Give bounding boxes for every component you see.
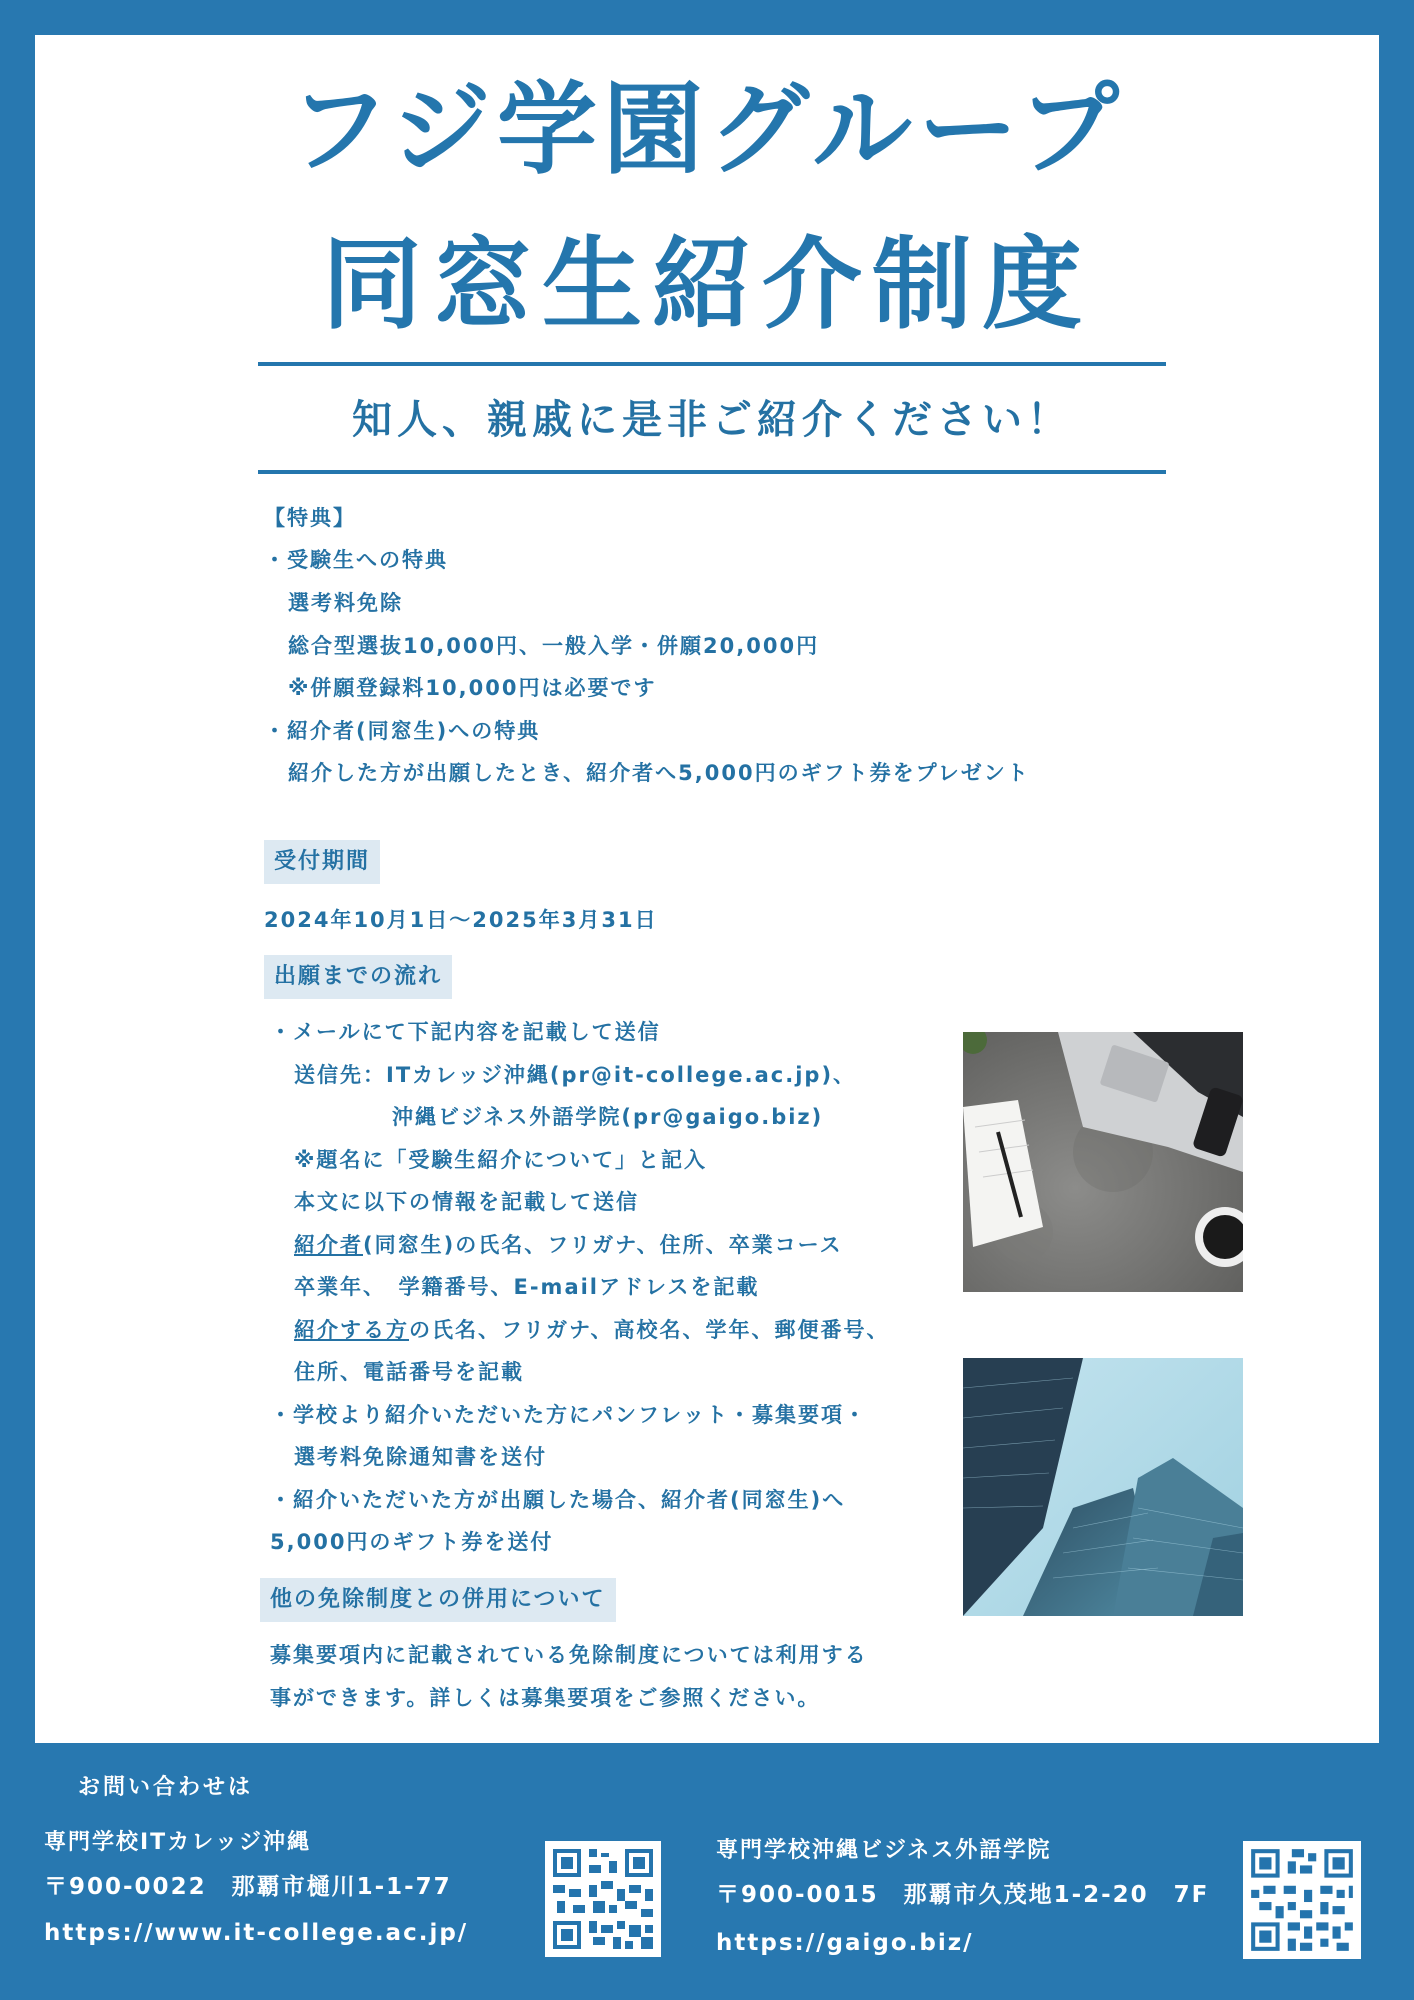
flow-subject-note: ※題名に「受験生紹介について」と記入 bbox=[294, 1148, 707, 1172]
flow-referrer-info1 bbox=[294, 1230, 843, 1260]
flow-dest2: 沖縄ビジネス外語学院(pr@gaigo.biz) bbox=[392, 1105, 824, 1129]
subtitle: 知人、親戚に是非ご紹介ください！ bbox=[352, 397, 1072, 443]
referrer-info1-text: (同窓生)の氏名、フリガナ、住所、卒業コース bbox=[363, 1233, 843, 1257]
applicant-benefit-line1: 選考料免除 bbox=[288, 591, 403, 615]
school2-url-link[interactable]: https://gaigo.biz/ bbox=[716, 1930, 974, 1956]
combined-text1: 募集要項内に記載されている免除制度については利用する bbox=[270, 1643, 868, 1667]
flow-referee-info1 bbox=[294, 1315, 889, 1345]
flow-step3a: ・紹介いただいた方が出願した場合、紹介者(同窓生)へ bbox=[270, 1488, 846, 1512]
period-label: 受付期間 bbox=[264, 840, 380, 884]
period-value: 2024年10月1日～2025年3月31日 bbox=[264, 908, 658, 932]
school1-name: 専門学校ITカレッジ沖縄 bbox=[44, 1830, 311, 1855]
school2-address: 〒900-0015 那覇市久茂地1-2-20 7F bbox=[716, 1882, 1210, 1908]
flow-dest1: 送信先：ITカレッジ沖縄(pr@it-college.ac.jp)、 bbox=[294, 1063, 857, 1087]
referrer-label: 紹介者 bbox=[294, 1233, 363, 1257]
flow-step2a: ・学校より紹介いただいた方にパンフレット・募集要項・ bbox=[270, 1403, 867, 1427]
flow-referee-info2: 住所、電話番号を記載 bbox=[294, 1360, 524, 1384]
combined-label: 他の免除制度との併用について bbox=[260, 1578, 616, 1622]
flow-referrer-info2: 卒業年、 学籍番号、E-mailアドレスを記載 bbox=[294, 1275, 760, 1299]
school1-url-link[interactable]: https://www.it-college.ac.jp/ bbox=[44, 1920, 469, 1946]
flow-body-intro: 本文に以下の情報を記載して送信 bbox=[294, 1190, 639, 1214]
referrer-benefit-line1: 紹介した方が出願したとき、紹介者へ5,000円のギフト券をプレゼント bbox=[288, 761, 1030, 785]
title-line2: 同窓生紹介制度 bbox=[322, 226, 1092, 343]
flow-step1: ・メールにて下記内容を記載して送信 bbox=[270, 1020, 661, 1044]
flow-label: 出願までの流れ bbox=[264, 955, 452, 999]
contact-label: お問い合わせは bbox=[78, 1775, 254, 1800]
referee-info1-text: の氏名、フリガナ、高校名、学年、郵便番号、 bbox=[409, 1318, 890, 1342]
school2-name: 専門学校沖縄ビジネス外語学院 bbox=[716, 1838, 1052, 1863]
referee-label: 紹介する方 bbox=[294, 1318, 409, 1342]
flow-step3b: 5,000円のギフト券を送付 bbox=[270, 1530, 554, 1554]
applicant-benefit-note: ※併願登録料10,000円は必要です bbox=[288, 676, 657, 700]
benefits-heading: 【特典】 bbox=[264, 506, 356, 530]
divider-bottom bbox=[258, 470, 1166, 474]
school1-address: 〒900-0022 那覇市樋川1-1-77 bbox=[44, 1874, 452, 1900]
combined-text2: 事ができます。詳しくは募集要項をご参照ください。 bbox=[270, 1686, 821, 1710]
divider-top bbox=[258, 362, 1166, 366]
school1-qr-code[interactable] bbox=[545, 1841, 661, 1957]
school2-qr-code[interactable] bbox=[1243, 1841, 1361, 1959]
applicant-benefit-heading: ・受験生への特典 bbox=[264, 548, 448, 572]
buildings-photo bbox=[963, 1358, 1243, 1616]
applicant-benefit-line2: 総合型選抜10,000円、一般入学・併願20,000円 bbox=[288, 634, 820, 658]
flow-step2b: 選考料免除通知書を送付 bbox=[294, 1445, 547, 1469]
desk-laptop-photo bbox=[963, 1032, 1243, 1292]
referrer-benefit-heading: ・紹介者(同窓生)への特典 bbox=[264, 719, 541, 743]
title-line1: フジ学園グループ bbox=[289, 71, 1125, 188]
